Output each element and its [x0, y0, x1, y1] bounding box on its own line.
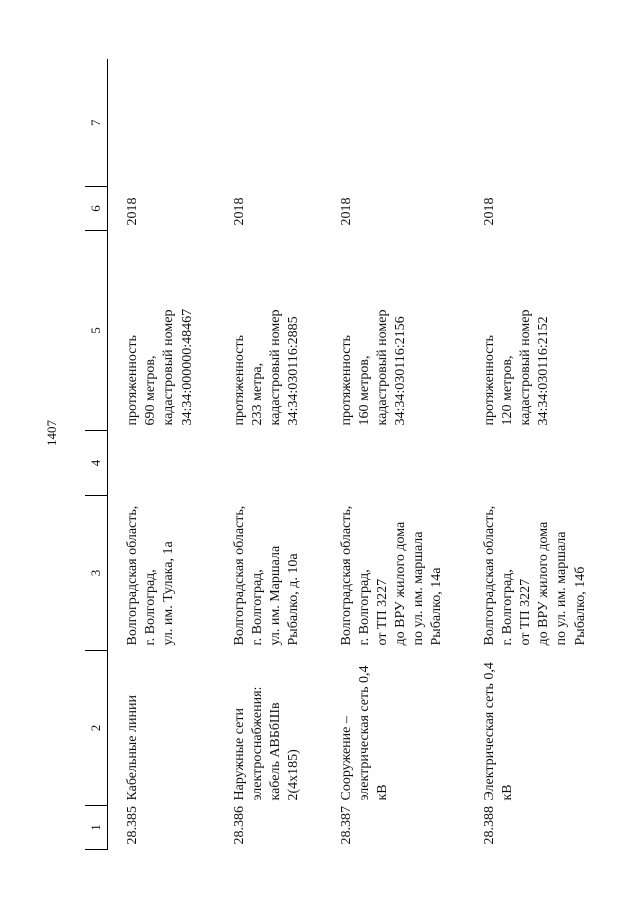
cell-line: кадастровый номер — [518, 309, 533, 426]
cell-line: 34:34:030116:2152 — [536, 316, 552, 426]
cell-line: Волгоградская область, — [231, 505, 247, 646]
cell-year: 2018 — [231, 197, 247, 226]
cell-name — [215, 651, 322, 806]
cell-line: по ул. им. маршала — [554, 531, 570, 646]
cell-col7 — [322, 60, 465, 187]
cell-line: г. Волгоград, — [499, 569, 515, 646]
cell-line: до ВРУ жилого дома — [536, 521, 552, 646]
cell-description — [108, 231, 215, 431]
column-header-4: 4 — [85, 431, 108, 496]
table-row — [322, 60, 465, 850]
cell-description — [465, 231, 608, 431]
cell-number: 28.387 — [338, 806, 354, 845]
cell-number: 28.385 — [125, 806, 140, 845]
cell-line: 690 метров, — [143, 355, 159, 426]
cell-name — [322, 651, 465, 806]
header-row — [85, 60, 108, 850]
cell-line: Рыбалко, 14б — [572, 566, 588, 646]
cell-name — [465, 651, 608, 806]
cell-line: 160 метров, — [356, 355, 372, 426]
cell-col7 — [108, 60, 215, 187]
cell-line: от ТП 3227 — [374, 578, 390, 646]
cell-line: Кабельные линии — [125, 695, 140, 801]
cell-description — [322, 231, 465, 431]
cell-line: протяженность — [481, 335, 497, 426]
cell-line: от ТП 3227 — [518, 578, 533, 646]
cell-address — [215, 496, 322, 651]
cell-year: 2018 — [338, 197, 354, 226]
page-number: 1407 — [44, 420, 59, 446]
cell-line: кадастровый номер — [161, 309, 177, 426]
cell-line: Волгоградская область, — [481, 505, 497, 646]
property-table — [85, 60, 608, 851]
cell-line: 34:34:030116:2885 — [286, 316, 302, 426]
cell-line: Рыбалко, д. 10а — [286, 553, 302, 646]
column-header-3: 3 — [85, 496, 108, 651]
cell-col4 — [108, 431, 215, 496]
cell-line: по ул. им. маршала — [411, 531, 427, 646]
cell-line: Наружные сети — [231, 708, 247, 801]
cell-line: Сооружение – — [338, 716, 354, 801]
cell-col4 — [215, 431, 322, 496]
cell-name — [108, 651, 215, 806]
cell-line: электроснабжения: — [249, 686, 265, 801]
cell-year: 2018 — [481, 197, 497, 226]
cell-line: 233 метра, — [249, 362, 265, 426]
cell-line: протяженность — [338, 335, 354, 426]
cell-line: 34:34:030116:2156 — [393, 316, 409, 426]
cell-line: Волгоградская область, — [125, 505, 140, 646]
cell-number: 28.386 — [231, 806, 247, 845]
cell-address — [322, 496, 465, 651]
cell-line: электрическая сеть 0,4 кВ — [356, 665, 390, 801]
cell-line: кадастровый номер — [268, 309, 284, 426]
table-row — [108, 60, 215, 850]
cell-line: Волгоградская область, — [338, 505, 354, 646]
cell-line: г. Волгоград, — [143, 569, 159, 646]
cell-line: протяженность — [231, 335, 247, 426]
cell-col4 — [465, 431, 608, 496]
rotated-table-container — [85, 60, 630, 850]
cell-number: 28.388 — [481, 806, 497, 845]
cell-line: до ВРУ жилого дома — [393, 521, 409, 646]
column-header-1: 1 — [85, 806, 108, 850]
cell-line: г. Волгоград, — [356, 569, 372, 646]
column-header-7: 7 — [85, 60, 108, 187]
table-row — [215, 60, 322, 850]
cell-line: протяженность — [125, 335, 140, 426]
cell-address — [108, 496, 215, 651]
cell-col7 — [465, 60, 608, 187]
column-header-2: 2 — [85, 651, 108, 806]
cell-line: ул. им. Маршала — [268, 545, 284, 646]
cell-col4 — [322, 431, 465, 496]
cell-line: г. Волгоград, — [249, 569, 265, 646]
cell-line: 34:34:000000:48467 — [179, 308, 195, 426]
cell-col7 — [215, 60, 322, 187]
table-row — [465, 60, 608, 850]
column-header-6: 6 — [85, 187, 108, 231]
cell-line: кабель АВБбШв 2(4х185) — [268, 702, 302, 801]
cell-line: 120 метров, — [499, 355, 515, 426]
cell-description — [215, 231, 322, 431]
cell-line: Электрическая сеть 0,4 кВ — [481, 662, 515, 801]
cell-line: кадастровый номер — [374, 309, 390, 426]
cell-year: 2018 — [125, 197, 140, 226]
cell-line: Рыбалко, 14а — [429, 567, 445, 646]
cell-address — [465, 496, 608, 651]
column-header-5: 5 — [85, 231, 108, 431]
cell-line: ул. им. Тулака, 1а — [161, 541, 177, 646]
